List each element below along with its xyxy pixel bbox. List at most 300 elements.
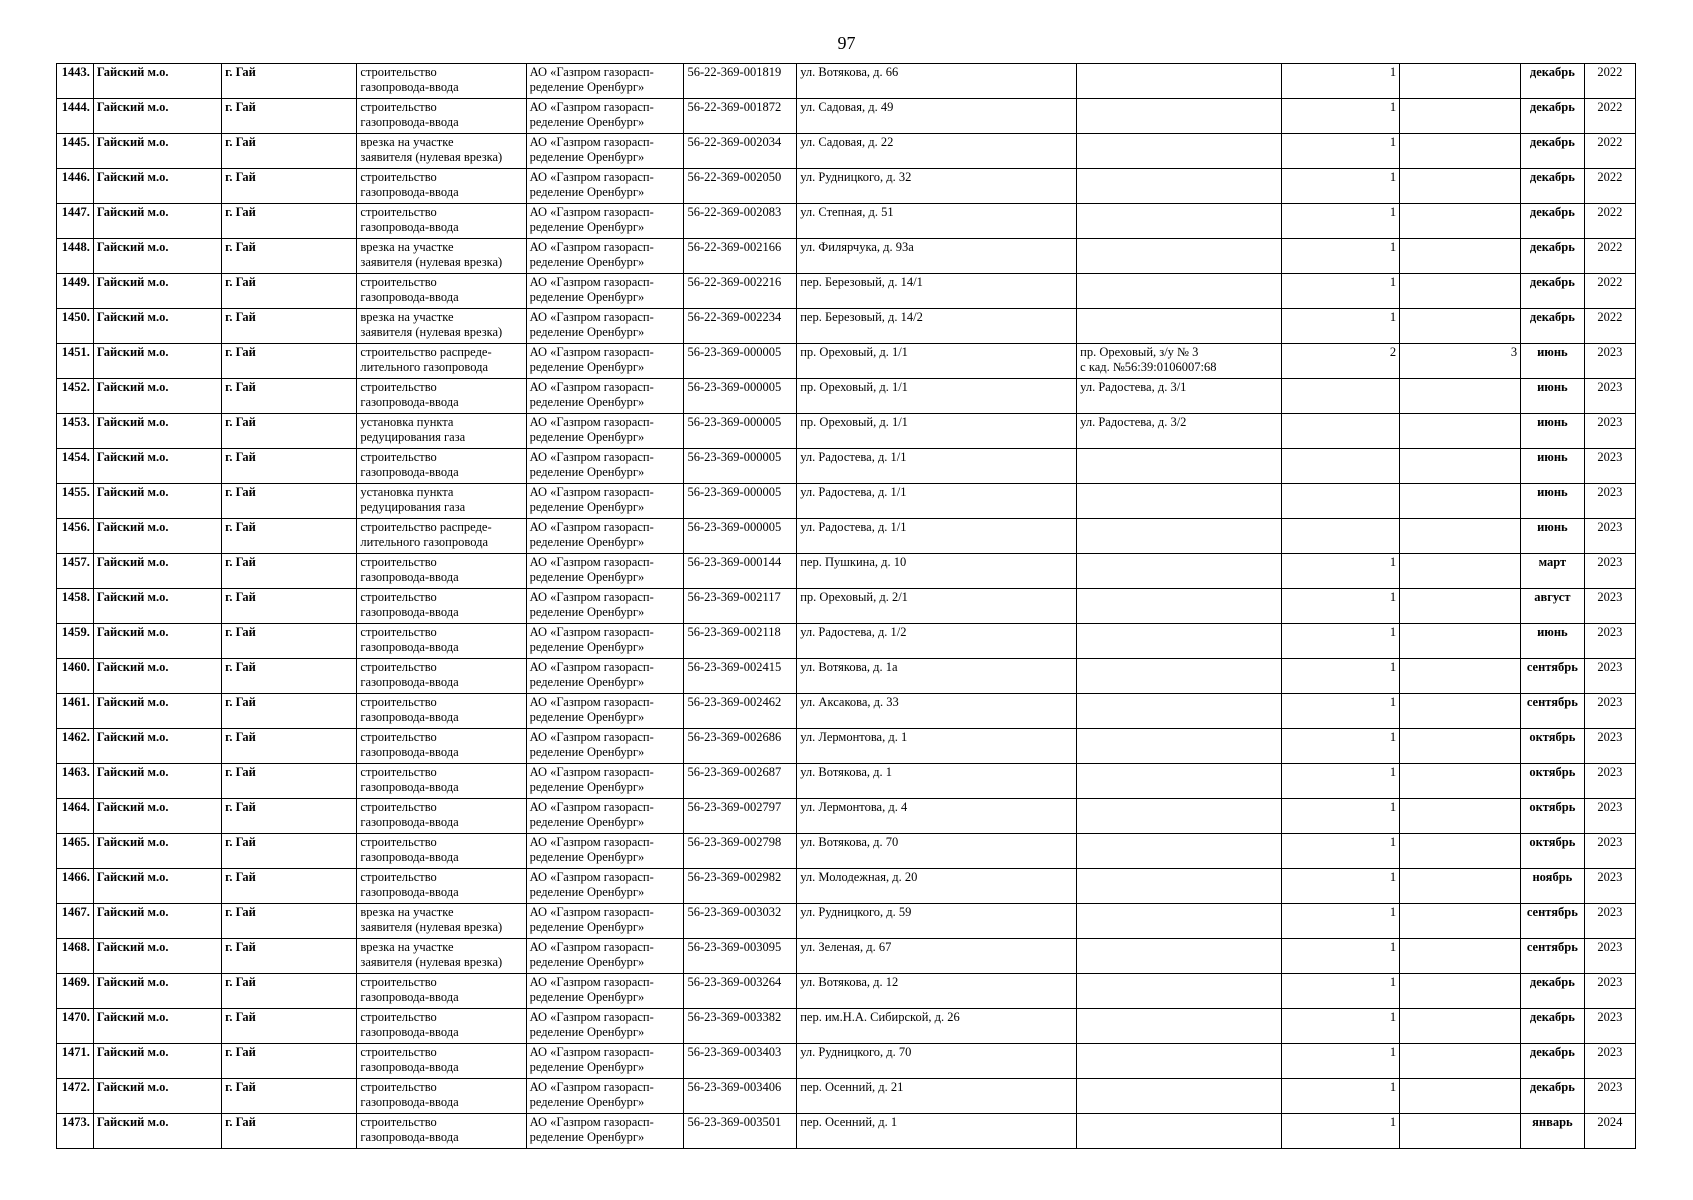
organization-cell-line: АО «Газпром газорасп- [529,240,654,254]
work-type-cell-line: газопровода-ввода [360,1025,459,1039]
year-cell: 2023 [1584,379,1635,414]
row-number: 1466. [57,869,94,904]
secondary-address-cell [1077,169,1282,204]
table-row [57,659,1636,694]
table-row [57,379,1636,414]
table-row [57,484,1636,519]
work-type-cell [357,659,526,694]
address-cell: пер. Пушкина, д. 10 [797,554,1077,589]
city-cell: г. Гай [222,134,357,169]
row-number: 1468. [57,939,94,974]
work-type-cell [357,1079,526,1114]
month-cell: сентябрь [1521,694,1585,729]
month-cell: июнь [1521,379,1585,414]
count-cell: 1 [1282,1009,1400,1044]
city-cell: г. Гай [222,799,357,834]
year-cell: 2023 [1584,729,1635,764]
district-cell: Гайский м.о. [93,904,221,939]
secondary-address-cell [1077,1079,1282,1114]
organization-cell-line: АО «Газпром газорасп- [529,310,654,324]
work-type-cell-line: газопровода-ввода [360,850,459,864]
secondary-address-cell-line: ул. Радостева, д. 3/2 [1080,415,1187,429]
count-cell: 1 [1282,659,1400,694]
cadastral-number-cell: 56-23-369-000005 [684,379,797,414]
secondary-address-cell [1077,449,1282,484]
month-cell: октябрь [1521,764,1585,799]
secondary-address-cell [1077,204,1282,239]
city-cell: г. Гай [222,239,357,274]
count2-cell [1400,904,1521,939]
count-cell: 1 [1282,624,1400,659]
table-row [57,729,1636,764]
organization-cell-line: АО «Газпром газорасп- [529,660,654,674]
table-row [57,134,1636,169]
count2-cell [1400,694,1521,729]
organization-cell-line: ределение Оренбург» [529,395,645,409]
row-number: 1464. [57,799,94,834]
work-type-cell [357,589,526,624]
row-number: 1461. [57,694,94,729]
count-cell: 1 [1282,554,1400,589]
organization-cell-line: АО «Газпром газорасп- [529,835,654,849]
work-type-cell-line: строительство [360,870,437,884]
address-cell: пер. им.Н.А. Сибирской, д. 26 [797,1009,1077,1044]
organization-cell [526,99,684,134]
year-cell: 2023 [1584,344,1635,379]
district-cell: Гайский м.о. [93,554,221,589]
organization-cell-line: ределение Оренбург» [529,990,645,1004]
year-cell: 2022 [1584,204,1635,239]
year-cell: 2023 [1584,484,1635,519]
address-cell: ул. Вотякова, д. 66 [797,64,1077,99]
table-row [57,939,1636,974]
organization-cell-line: ределение Оренбург» [529,465,645,479]
secondary-address-cell [1077,274,1282,309]
work-type-cell [357,379,526,414]
district-cell: Гайский м.о. [93,834,221,869]
cadastral-number-cell: 56-23-369-000005 [684,484,797,519]
year-cell: 2022 [1584,274,1635,309]
count2-cell [1400,554,1521,589]
year-cell: 2023 [1584,764,1635,799]
secondary-address-cell-line: пр. Ореховый, з/у № 3 [1080,345,1199,359]
secondary-address-cell [1077,379,1282,414]
row-number: 1444. [57,99,94,134]
secondary-address-cell [1077,554,1282,589]
work-type-cell [357,344,526,379]
count2-cell [1400,484,1521,519]
year-cell: 2023 [1584,589,1635,624]
work-type-cell [357,1114,526,1149]
secondary-address-cell [1077,134,1282,169]
address-cell: ул. Вотякова, д. 1а [797,659,1077,694]
count2-cell [1400,1079,1521,1114]
month-cell: июнь [1521,344,1585,379]
year-cell: 2022 [1584,309,1635,344]
cadastral-number-cell: 56-23-369-002462 [684,694,797,729]
month-cell: декабрь [1521,1079,1585,1114]
year-cell: 2023 [1584,624,1635,659]
address-cell: ул. Рудницкого, д. 59 [797,904,1077,939]
work-type-cell [357,554,526,589]
work-type-cell-line: строительство [360,450,437,464]
count2-cell [1400,519,1521,554]
organization-cell-line: ределение Оренбург» [529,360,645,374]
organization-cell-line: АО «Газпром газорасп- [529,765,654,779]
cadastral-number-cell: 56-23-369-002982 [684,869,797,904]
organization-cell-line: АО «Газпром газорасп- [529,1080,654,1094]
work-type-cell-line: строительство распреде- [360,520,492,534]
organization-cell-line: АО «Газпром газорасп- [529,450,654,464]
year-cell: 2022 [1584,134,1635,169]
organization-cell [526,449,684,484]
secondary-address-cell [1077,799,1282,834]
work-type-cell-line: газопровода-ввода [360,220,459,234]
secondary-address-cell-line: с кад. №56:39:0106007:68 [1080,360,1217,374]
count-cell: 1 [1282,134,1400,169]
count2-cell [1400,1114,1521,1149]
count2-cell [1400,309,1521,344]
cadastral-number-cell: 56-23-369-003032 [684,904,797,939]
table-row [57,64,1636,99]
work-type-cell [357,239,526,274]
work-type-cell-line: строительство [360,800,437,814]
address-cell: ул. Рудницкого, д. 32 [797,169,1077,204]
cadastral-number-cell: 56-23-369-002686 [684,729,797,764]
year-cell: 2023 [1584,659,1635,694]
cadastral-number-cell: 56-23-369-002797 [684,799,797,834]
work-type-cell-line: строительство [360,835,437,849]
work-type-cell-line: строительство [360,170,437,184]
secondary-address-cell [1077,239,1282,274]
page-number: 97 [837,33,856,53]
work-type-cell-line: газопровода-ввода [360,815,459,829]
city-cell: г. Гай [222,1079,357,1114]
secondary-address-cell [1077,519,1282,554]
organization-cell [526,834,684,869]
organization-cell [526,904,684,939]
secondary-address-cell [1077,694,1282,729]
city-cell: г. Гай [222,274,357,309]
work-type-cell-line: газопровода-ввода [360,675,459,689]
work-type-cell-line: строительство [360,1115,437,1129]
city-cell: г. Гай [222,974,357,1009]
count2-cell [1400,764,1521,799]
count2-cell [1400,134,1521,169]
month-cell: июнь [1521,414,1585,449]
row-number: 1456. [57,519,94,554]
count-cell: 1 [1282,1079,1400,1114]
work-type-cell-line: строительство [360,1010,437,1024]
work-type-cell [357,764,526,799]
secondary-address-cell [1077,344,1282,379]
organization-cell-line: АО «Газпром газорасп- [529,415,654,429]
count2-cell [1400,379,1521,414]
work-type-cell-line: заявителя (нулевая врезка) [360,920,503,934]
count-cell: 1 [1282,729,1400,764]
work-type-cell [357,134,526,169]
month-cell: сентябрь [1521,904,1585,939]
count-cell [1282,519,1400,554]
count-cell: 1 [1282,799,1400,834]
table-row [57,834,1636,869]
cadastral-number-cell: 56-23-369-002117 [684,589,797,624]
organization-cell [526,624,684,659]
address-cell: ул. Радостева, д. 1/1 [797,519,1077,554]
organization-cell-line: ределение Оренбург» [529,150,645,164]
work-type-cell-line: строительство [360,100,437,114]
work-type-cell-line: газопровода-ввода [360,885,459,899]
count2-cell [1400,414,1521,449]
organization-cell-line: ределение Оренбург» [529,500,645,514]
count2-cell [1400,169,1521,204]
secondary-address-cell [1077,1044,1282,1079]
city-cell: г. Гай [222,204,357,239]
count-cell: 1 [1282,64,1400,99]
year-cell: 2022 [1584,169,1635,204]
work-type-cell-line: газопровода-ввода [360,80,459,94]
work-type-cell-line: строительство [360,275,437,289]
row-number: 1472. [57,1079,94,1114]
organization-cell-line: АО «Газпром газорасп- [529,695,654,709]
address-cell: ул. Радостева, д. 1/1 [797,449,1077,484]
month-cell: декабрь [1521,1044,1585,1079]
work-type-cell-line: строительство [360,1080,437,1094]
city-cell: г. Гай [222,309,357,344]
row-number: 1455. [57,484,94,519]
city-cell: г. Гай [222,1114,357,1149]
city-cell: г. Гай [222,729,357,764]
city-cell: г. Гай [222,99,357,134]
count-cell: 1 [1282,1044,1400,1079]
district-cell: Гайский м.о. [93,624,221,659]
organization-cell-line: АО «Газпром газорасп- [529,870,654,884]
cadastral-number-cell: 56-23-369-000005 [684,344,797,379]
count-cell: 1 [1282,694,1400,729]
district-cell: Гайский м.о. [93,974,221,1009]
table-row [57,1114,1636,1149]
district-cell: Гайский м.о. [93,309,221,344]
count2-cell [1400,64,1521,99]
row-number: 1448. [57,239,94,274]
count2-cell [1400,659,1521,694]
table-row [57,204,1636,239]
count2-cell [1400,729,1521,764]
organization-cell-line: ределение Оренбург» [529,185,645,199]
organization-cell [526,1009,684,1044]
count-cell: 1 [1282,974,1400,1009]
district-cell: Гайский м.о. [93,169,221,204]
cadastral-number-cell: 56-23-369-002798 [684,834,797,869]
work-type-cell-line: газопровода-ввода [360,1095,459,1109]
row-number: 1471. [57,1044,94,1079]
table-row [57,904,1636,939]
cadastral-number-cell: 56-23-369-000144 [684,554,797,589]
city-cell: г. Гай [222,939,357,974]
address-cell: ул. Лермонтова, д. 1 [797,729,1077,764]
cadastral-number-cell: 56-22-369-002083 [684,204,797,239]
district-cell: Гайский м.о. [93,729,221,764]
organization-cell-line: АО «Газпром газорасп- [529,590,654,604]
row-number: 1465. [57,834,94,869]
organization-cell-line: АО «Газпром газорасп- [529,800,654,814]
organization-cell [526,239,684,274]
work-type-cell [357,99,526,134]
address-cell: ул. Вотякова, д. 70 [797,834,1077,869]
cadastral-number-cell: 56-22-369-002166 [684,239,797,274]
cadastral-number-cell: 56-23-369-000005 [684,519,797,554]
organization-cell-line: АО «Газпром газорасп- [529,1045,654,1059]
count2-cell: 3 [1400,344,1521,379]
secondary-address-cell [1077,589,1282,624]
row-number: 1457. [57,554,94,589]
district-cell: Гайский м.о. [93,1044,221,1079]
row-number: 1469. [57,974,94,1009]
month-cell: март [1521,554,1585,589]
address-cell: ул. Филярчука, д. 93а [797,239,1077,274]
month-cell: ноябрь [1521,869,1585,904]
address-cell: пер. Осенний, д. 1 [797,1114,1077,1149]
year-cell: 2023 [1584,449,1635,484]
city-cell: г. Гай [222,589,357,624]
work-type-cell-line: строительство [360,730,437,744]
organization-cell-line: АО «Газпром газорасп- [529,345,654,359]
work-type-cell-line: газопровода-ввода [360,465,459,479]
organization-cell-line: ределение Оренбург» [529,1060,645,1074]
organization-cell-line: ределение Оренбург» [529,780,645,794]
secondary-address-cell [1077,624,1282,659]
organization-cell [526,1114,684,1149]
secondary-address-cell [1077,939,1282,974]
district-cell: Гайский м.о. [93,204,221,239]
table-row [57,519,1636,554]
row-number: 1467. [57,904,94,939]
work-type-cell-line: редуцирования газа [360,500,466,514]
work-type-cell [357,694,526,729]
row-number: 1454. [57,449,94,484]
district-cell: Гайский м.о. [93,274,221,309]
work-type-cell [357,974,526,1009]
district-cell: Гайский м.о. [93,659,221,694]
month-cell: декабрь [1521,274,1585,309]
organization-cell [526,134,684,169]
district-cell: Гайский м.о. [93,799,221,834]
year-cell: 2023 [1584,519,1635,554]
month-cell: июнь [1521,449,1585,484]
table-row [57,1009,1636,1044]
organization-cell-line: АО «Газпром газорасп- [529,730,654,744]
district-cell: Гайский м.о. [93,1114,221,1149]
organization-cell-line: ределение Оренбург» [529,255,645,269]
organization-cell-line: АО «Газпром газорасп- [529,625,654,639]
work-type-cell-line: лительного газопровода [360,535,488,549]
count2-cell [1400,624,1521,659]
address-cell: ул. Рудницкого, д. 70 [797,1044,1077,1079]
count2-cell [1400,99,1521,134]
work-type-cell-line: строительство [360,660,437,674]
work-type-cell [357,1044,526,1079]
row-number: 1443. [57,64,94,99]
row-number: 1451. [57,344,94,379]
city-cell: г. Гай [222,659,357,694]
secondary-address-cell [1077,484,1282,519]
count-cell: 1 [1282,169,1400,204]
work-type-cell-line: заявителя (нулевая врезка) [360,955,503,969]
district-cell: Гайский м.о. [93,379,221,414]
organization-cell-line: ределение Оренбург» [529,115,645,129]
month-cell: декабрь [1521,169,1585,204]
month-cell: сентябрь [1521,659,1585,694]
city-cell: г. Гай [222,834,357,869]
table-row [57,694,1636,729]
organization-cell [526,344,684,379]
city-cell: г. Гай [222,554,357,589]
organization-cell-line: ределение Оренбург» [529,1095,645,1109]
city-cell: г. Гай [222,904,357,939]
organization-cell [526,659,684,694]
work-type-cell [357,309,526,344]
organization-cell-line: ределение Оренбург» [529,675,645,689]
city-cell: г. Гай [222,1009,357,1044]
count-cell [1282,484,1400,519]
table-row [57,589,1636,624]
work-type-cell-line: газопровода-ввода [360,710,459,724]
organization-cell [526,64,684,99]
address-cell: ул. Аксакова, д. 33 [797,694,1077,729]
work-type-cell-line: врезка на участке [360,240,454,254]
work-type-cell-line: газопровода-ввода [360,745,459,759]
cadastral-number-cell: 56-23-369-003382 [684,1009,797,1044]
work-type-cell-line: заявителя (нулевая врезка) [360,255,503,269]
year-cell: 2023 [1584,869,1635,904]
cadastral-number-cell: 56-22-369-001819 [684,64,797,99]
month-cell: октябрь [1521,729,1585,764]
address-cell: пр. Ореховый, д. 2/1 [797,589,1077,624]
work-type-cell [357,869,526,904]
address-cell: ул. Зеленая, д. 67 [797,939,1077,974]
table-row [57,799,1636,834]
work-type-cell-line: установка пункта [360,485,454,499]
address-cell: ул. Вотякова, д. 1 [797,764,1077,799]
row-number: 1462. [57,729,94,764]
organization-cell-line: АО «Газпром газорасп- [529,940,654,954]
secondary-address-cell [1077,659,1282,694]
work-type-cell-line: строительство [360,65,437,79]
row-number: 1463. [57,764,94,799]
year-cell: 2023 [1584,799,1635,834]
work-type-cell-line: газопровода-ввода [360,115,459,129]
organization-cell [526,1079,684,1114]
cadastral-number-cell: 56-23-369-003095 [684,939,797,974]
organization-cell [526,169,684,204]
count2-cell [1400,939,1521,974]
organization-cell-line: АО «Газпром газорасп- [529,1115,654,1129]
work-type-cell-line: врезка на участке [360,310,454,324]
year-cell: 2023 [1584,1044,1635,1079]
city-cell: г. Гай [222,344,357,379]
work-type-cell-line: газопровода-ввода [360,780,459,794]
year-cell: 2022 [1584,64,1635,99]
work-type-cell-line: строительство [360,590,437,604]
work-type-cell-line: строительство распреде- [360,345,492,359]
month-cell: декабрь [1521,1009,1585,1044]
table-row [57,274,1636,309]
organization-cell-line: АО «Газпром газорасп- [529,905,654,919]
count-cell: 1 [1282,764,1400,799]
table-row [57,554,1636,589]
work-type-cell-line: заявителя (нулевая врезка) [360,150,503,164]
table-row [57,309,1636,344]
